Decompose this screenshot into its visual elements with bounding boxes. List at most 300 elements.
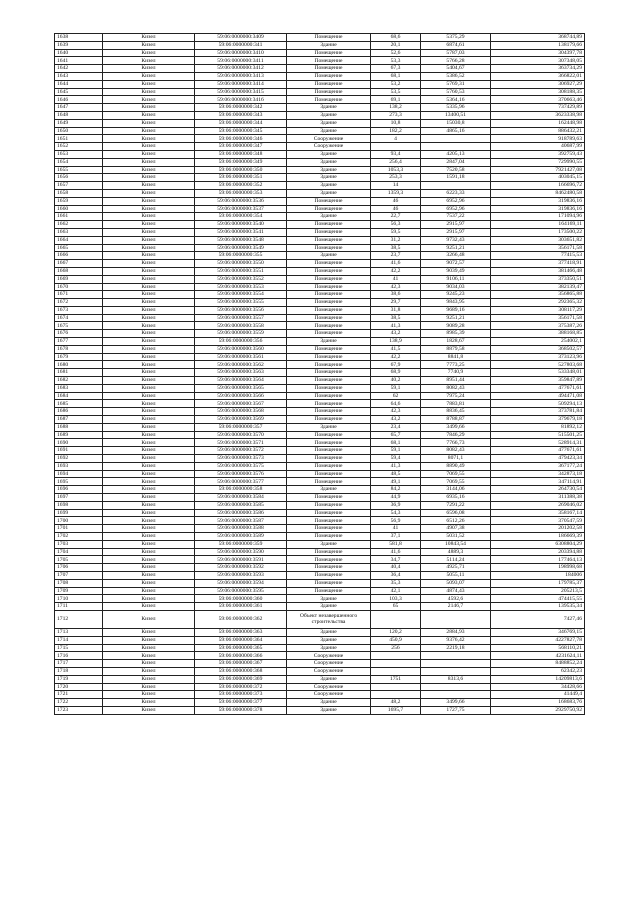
cell-cadastral-value: 392759,43 [491,150,585,158]
cell-cadastral-value: 166696,72 [491,182,585,190]
cell-locality: Кизел [103,291,195,299]
cell-unit-value: 5335,96 [421,104,491,112]
table-row [55,65,585,73]
table-row [55,478,585,486]
cell-cadastral-number: 59:06:0000000:355 [195,252,287,260]
cell-row-number: 1683 [55,384,103,392]
cell-object-type: Помещение [287,330,371,338]
cell-unit-value: 7773,25 [421,361,491,369]
cell-cadastral-value: 319836,16 [491,205,585,213]
cell-locality: Кизел [103,509,195,517]
cell-cadastral-value: 527803,68 [491,361,585,369]
cell-row-number: 1650 [55,127,103,135]
cell-object-type: Помещение [287,416,371,424]
cell-cadastral-number: 59:06:0000000:3552 [195,275,287,283]
cell-row-number: 1719 [55,675,103,683]
table-row [55,603,585,611]
cell-row-number: 1690 [55,439,103,447]
cell-unit-value: 9843,95 [421,299,491,307]
table-row [55,509,585,517]
cell-cadastral-value: 379679,18 [491,416,585,424]
cell-row-number: 1658 [55,189,103,197]
cell-area [371,652,421,660]
cell-unit-value: 9376,42 [421,636,491,644]
cell-cadastral-value: 171094,96 [491,213,585,221]
cell-unit-value: 8082,43 [421,384,491,392]
cell-cadastral-value: 533348,01 [491,369,585,377]
table-row [55,49,585,57]
table-row [55,691,585,699]
table-row [55,683,585,691]
cell-cadastral-number: 59:06:0000000:3570 [195,431,287,439]
cell-unit-value: 8313,6 [421,675,491,683]
cell-cadastral-number: 59:06:0000000:368 [195,667,287,675]
cell-row-number: 1670 [55,283,103,291]
cell-cadastral-number: 59:06:0000000:358 [195,486,287,494]
cell-area: 41,6 [371,260,421,268]
cell-object-type: Сооружение [287,143,371,151]
cell-locality: Кизел [103,501,195,509]
table-row [55,330,585,338]
cell-row-number: 1721 [55,691,103,699]
cell-cadastral-number: 59:06:0000000:3589 [195,533,287,541]
cell-unit-value: 5031,52 [421,533,491,541]
cell-object-type: Помещение [287,470,371,478]
cell-cadastral-value: 356171,58 [491,314,585,322]
cell-row-number: 1691 [55,447,103,455]
cell-object-type: Помещение [287,447,371,455]
cell-area: 273,3 [371,111,421,119]
cell-object-type: Помещение [287,462,371,470]
cell-object-type: Помещение [287,57,371,65]
cell-locality: Кизел [103,119,195,127]
cell-cadastral-value: 729990,55 [491,158,585,166]
cell-object-type: Помещение [287,65,371,73]
cell-unit-value: 5055,11 [421,571,491,579]
cell-area: 35,3 [371,579,421,587]
cell-cadastral-number: 59:06:0000000:344 [195,119,287,127]
cell-object-type: Помещение [287,275,371,283]
cell-area: 581,8 [371,540,421,548]
cell-unit-value: 8788,87 [421,416,491,424]
cell-object-type: Объект незавершенного строительства [287,610,371,628]
cell-locality: Кизел [103,691,195,699]
cell-area: 64,6 [371,400,421,408]
cell-object-type: Помещение [287,533,371,541]
cell-cadastral-number: 59:06:0000000:3595 [195,587,287,595]
cell-row-number: 1702 [55,533,103,541]
cell-unit-value: 1727,75 [421,706,491,714]
cell-cadastral-value: 388168,85 [491,330,585,338]
cell-unit-value: 5766,28 [421,57,491,65]
cell-row-number: 1657 [55,182,103,190]
cell-row-number: 1685 [55,400,103,408]
cell-cadastral-number: 59:06:0000000:3411 [195,57,287,65]
cell-area: 103,3 [371,595,421,603]
cell-object-type: Помещение [287,197,371,205]
cell-locality: Кизел [103,57,195,65]
cell-cadastral-value: 319836,16 [491,197,585,205]
cell-cadastral-number: 59:06:0000000:3585 [195,501,287,509]
cell-area: 37,1 [371,533,421,541]
cell-row-number: 1699 [55,509,103,517]
cell-locality: Кизел [103,34,195,42]
cell-object-type: Здание [287,338,371,346]
table-row [55,369,585,377]
cell-area: 49,1 [371,478,421,486]
cell-cadastral-value: 474415,55 [491,595,585,603]
cell-area: 36,9 [371,501,421,509]
cell-locality: Кизел [103,150,195,158]
cell-area: 65,7 [371,431,421,439]
cell-cadastral-number: 59:06:0000000:342 [195,104,287,112]
cell-object-type: Здание [287,119,371,127]
cell-object-type: Помещение [287,306,371,314]
cell-cadastral-value: 515501,25 [491,431,585,439]
cell-object-type: Помещение [287,377,371,385]
cell-cadastral-number: 59:06:0000000:351 [195,174,287,182]
table-row [55,267,585,275]
cell-locality: Кизел [103,314,195,322]
cell-unit-value [421,691,491,699]
cell-area: 41,3 [371,462,421,470]
cell-locality: Кизел [103,197,195,205]
cell-cadastral-number: 59:06:0000000:361 [195,603,287,611]
cell-area: 41,6 [371,548,421,556]
cell-cadastral-number: 59:06:0000000:3576 [195,470,287,478]
cell-object-type: Сооружение [287,667,371,675]
cell-object-type: Помещение [287,392,371,400]
cell-unit-value: 9106,11 [421,275,491,283]
cell-row-number: 1713 [55,628,103,636]
cell-row-number: 1708 [55,579,103,587]
table-row [55,236,585,244]
cell-cadastral-value: 403045,15 [491,174,585,182]
cell-locality: Кизел [103,683,195,691]
table-row [55,408,585,416]
table-row [55,119,585,127]
cell-cadastral-value: 41449,4 [491,691,585,699]
cell-locality: Кизел [103,275,195,283]
cell-row-number: 1669 [55,275,103,283]
table-row [55,228,585,236]
cell-row-number: 1712 [55,610,103,628]
cell-locality: Кизел [103,610,195,628]
cell-area: 10,8 [371,119,421,127]
cell-locality: Кизел [103,556,195,564]
cell-cadastral-number: 59:06:0000000:3541 [195,228,287,236]
cell-object-type: Помещение [287,548,371,556]
cell-row-number: 1711 [55,603,103,611]
cell-cadastral-value: 205213,5 [491,587,585,595]
cell-cadastral-value: 4231624,11 [491,652,585,660]
cell-area: 41,5 [371,345,421,353]
cell-cadastral-number: 59:06:0000000:3551 [195,267,287,275]
cell-row-number: 1653 [55,150,103,158]
cell-area: 53,5 [371,88,421,96]
cell-object-type: Здание [287,127,371,135]
cell-locality: Кизел [103,205,195,213]
cell-cadastral-value: 308188,35 [491,88,585,96]
cell-locality: Кизел [103,166,195,174]
cell-cadastral-number: 59:06:0000000:353 [195,189,287,197]
cell-locality: Кизел [103,345,195,353]
cell-area: 68,6 [371,34,421,42]
cell-locality: Кизел [103,127,195,135]
cell-object-type: Сооружение [287,652,371,660]
cell-object-type: Сооружение [287,660,371,668]
cell-row-number: 1673 [55,306,103,314]
cell-unit-value: 5787,03 [421,49,491,57]
cell-cadastral-number: 59:06:0000000:378 [195,706,287,714]
cell-object-type: Помещение [287,353,371,361]
cell-row-number: 1648 [55,111,103,119]
cell-cadastral-number: 59:06:0000000:3565 [195,384,287,392]
cell-area: 41 [371,525,421,533]
cell-cadastral-value: 370547,59 [491,517,585,525]
cell-object-type: Помещение [287,244,371,252]
cell-row-number: 1642 [55,65,103,73]
table-row [55,158,585,166]
cell-unit-value [421,135,491,143]
cell-area: 138,9 [371,338,421,346]
cell-cadastral-number: 59:06:0000000:3548 [195,236,287,244]
cell-row-number: 1640 [55,49,103,57]
table-row [55,462,585,470]
cell-cadastral-number: 59:06:0000000:3591 [195,556,287,564]
table-body [55,34,585,715]
cell-cadastral-value: 342873,18 [491,470,585,478]
table-row [55,636,585,644]
cell-row-number: 1677 [55,338,103,346]
cell-cadastral-value: 62342,23 [491,667,585,675]
cell-object-type: Помещение [287,345,371,353]
cell-row-number: 1693 [55,462,103,470]
table-row [55,540,585,548]
cell-cadastral-value: 359847,89 [491,377,585,385]
cell-row-number: 1654 [55,158,103,166]
cell-cadastral-number: 59:06:0000000:373 [195,691,287,699]
cell-unit-value: 15030,8 [421,119,491,127]
cell-locality: Кизел [103,267,195,275]
cell-locality: Кизел [103,41,195,49]
cell-area [371,667,421,675]
cell-locality: Кизел [103,470,195,478]
cell-row-number: 1704 [55,548,103,556]
table-row [55,517,585,525]
cell-unit-value [421,610,491,628]
cell-unit-value: 6596,08 [421,509,491,517]
table-row [55,525,585,533]
cell-cadastral-value: 254002,1 [491,338,585,346]
cell-locality: Кизел [103,158,195,166]
cell-cadastral-value: 382139,47 [491,283,585,291]
cell-object-type: Здание [287,636,371,644]
cell-area: 1751 [371,675,421,683]
cell-cadastral-number: 59:06:0000000:3568 [195,408,287,416]
cell-cadastral-number: 59:06:0000000:3588 [195,525,287,533]
cell-object-type: Помещение [287,564,371,572]
cell-object-type: Помещение [287,228,371,236]
cell-row-number: 1651 [55,135,103,143]
cell-row-number: 1667 [55,260,103,268]
table-row [55,610,585,628]
table-row [55,416,585,424]
cell-cadastral-number: 59:06:0000000:347 [195,143,287,151]
cell-row-number: 1722 [55,699,103,707]
cell-unit-value: 5760,53 [421,88,491,96]
cell-area: 59,5 [371,228,421,236]
table-row [55,494,585,502]
cell-object-type: Помещение [287,587,371,595]
cell-unit-value [421,667,491,675]
cell-cadastral-value: 479423,34 [491,455,585,463]
cell-area: 67,9 [371,361,421,369]
cell-cadastral-value: 303651,82 [491,236,585,244]
cell-cadastral-number: 59:06:0000000:3554 [195,291,287,299]
cell-row-number: 1692 [55,455,103,463]
cell-object-type: Помещение [287,267,371,275]
cell-cadastral-number: 59:06:0000000:3559 [195,330,287,338]
cell-locality: Кизел [103,65,195,73]
cell-unit-value: 7069,55 [421,478,491,486]
cell-cadastral-value: 308117,29 [491,306,585,314]
table-row [55,377,585,385]
table-row [55,322,585,330]
table-row [55,244,585,252]
cell-cadastral-value: 201202,58 [491,525,585,533]
cell-cadastral-number: 59:06:0000000:3563 [195,369,287,377]
cell-cadastral-value: 568110,21 [491,644,585,652]
cell-area: 62 [371,392,421,400]
cell-locality: Кизел [103,96,195,104]
cell-row-number: 1672 [55,299,103,307]
table-row [55,564,585,572]
table-row [55,205,585,213]
cell-unit-value: 9689,16 [421,306,491,314]
cell-unit-value: 3144,06 [421,486,491,494]
cell-cadastral-value: 162448,98 [491,119,585,127]
cell-object-type: Здание [287,423,371,431]
cell-unit-value: 5093,07 [421,579,491,587]
cell-area: 256,4 [371,158,421,166]
cell-object-type: Помещение [287,80,371,88]
cell-object-type: Помещение [287,260,371,268]
cell-cadastral-number: 59:06:0000000:3414 [195,80,287,88]
cell-cadastral-value: 373781,84 [491,408,585,416]
cell-cadastral-number: 59:06:0000000:3536 [195,197,287,205]
cell-unit-value: 7537,22 [421,213,491,221]
cell-unit-value: 9089,28 [421,322,491,330]
cell-locality: Кизел [103,447,195,455]
cell-locality: Кизел [103,369,195,377]
table-row [55,353,585,361]
cadastral-table [54,33,585,715]
cell-unit-value: 5386,52 [421,72,491,80]
cell-row-number: 1655 [55,166,103,174]
cell-cadastral-number: 59:06:0000000:3567 [195,400,287,408]
cell-area: 31,8 [371,306,421,314]
cell-unit-value: 5114,24 [421,556,491,564]
cell-unit-value [421,652,491,660]
cell-cadastral-value: 528914,31 [491,439,585,447]
cell-row-number: 1661 [55,213,103,221]
cell-object-type: Помещение [287,72,371,80]
cell-area: 53,3 [371,57,421,65]
cell-cadastral-value: 138179,66 [491,41,585,49]
cell-area [371,610,421,628]
cell-locality: Кизел [103,525,195,533]
cell-area: 84,2 [371,486,421,494]
cell-object-type: Помещение [287,88,371,96]
cell-object-type: Помещение [287,236,371,244]
cell-locality: Кизел [103,571,195,579]
cell-object-type: Помещение [287,314,371,322]
cell-cadastral-value: 2929750,92 [491,706,585,714]
cell-unit-value: 2146,7 [421,603,491,611]
cell-area: 54,3 [371,509,421,517]
cell-locality: Кизел [103,377,195,385]
cell-locality: Кизел [103,236,195,244]
cell-locality: Кизел [103,88,195,96]
cell-row-number: 1638 [55,34,103,42]
cell-cadastral-value: 307348,05 [491,57,585,65]
cell-locality: Кизел [103,667,195,675]
cell-cadastral-number: 59:06:0000000:3593 [195,571,287,579]
table-row [55,384,585,392]
cell-unit-value: 8836,45 [421,408,491,416]
cell-locality: Кизел [103,644,195,652]
cell-cadastral-number: 59:06:0000000:3594 [195,579,287,587]
cell-object-type: Здание [287,174,371,182]
table-row [55,314,585,322]
table-row [55,361,585,369]
cell-row-number: 1700 [55,517,103,525]
cell-row-number: 1718 [55,667,103,675]
cell-object-type: Помещение [287,369,371,377]
cell-unit-value: 8879,58 [421,345,491,353]
table-row [55,470,585,478]
cell-locality: Кизел [103,135,195,143]
cell-cadastral-number: 59:06:0000000:3412 [195,65,287,73]
table-row [55,652,585,660]
cell-unit-value: 3499,66 [421,423,491,431]
table-row [55,338,585,346]
cell-cadastral-number: 59:06:0000000:363 [195,628,287,636]
cell-cadastral-value: 370663,46 [491,96,585,104]
cell-area: 253,3 [371,174,421,182]
cell-area: 48,2 [371,699,421,707]
cell-locality: Кизел [103,652,195,660]
cell-cadastral-number: 59:06:0000000:3573 [195,455,287,463]
cell-cadastral-value: 4227827,78 [491,636,585,644]
cell-area: 46 [371,205,421,213]
table-row [55,400,585,408]
cell-row-number: 1687 [55,416,103,424]
cell-cadastral-value: 356865,88 [491,291,585,299]
table-row [55,423,585,431]
cell-locality: Кизел [103,675,195,683]
cell-cadastral-value: 366822,01 [491,72,585,80]
cell-locality: Кизел [103,104,195,112]
cell-cadastral-number: 59:06:0000000:3410 [195,49,287,57]
cell-cadastral-number: 59:06:0000000:345 [195,127,287,135]
cell-area: 256 [371,644,421,652]
cell-area: 29,7 [371,299,421,307]
cell-row-number: 1681 [55,369,103,377]
cell-object-type: Здание [287,213,371,221]
cell-cadastral-value: 358167,14 [491,509,585,517]
